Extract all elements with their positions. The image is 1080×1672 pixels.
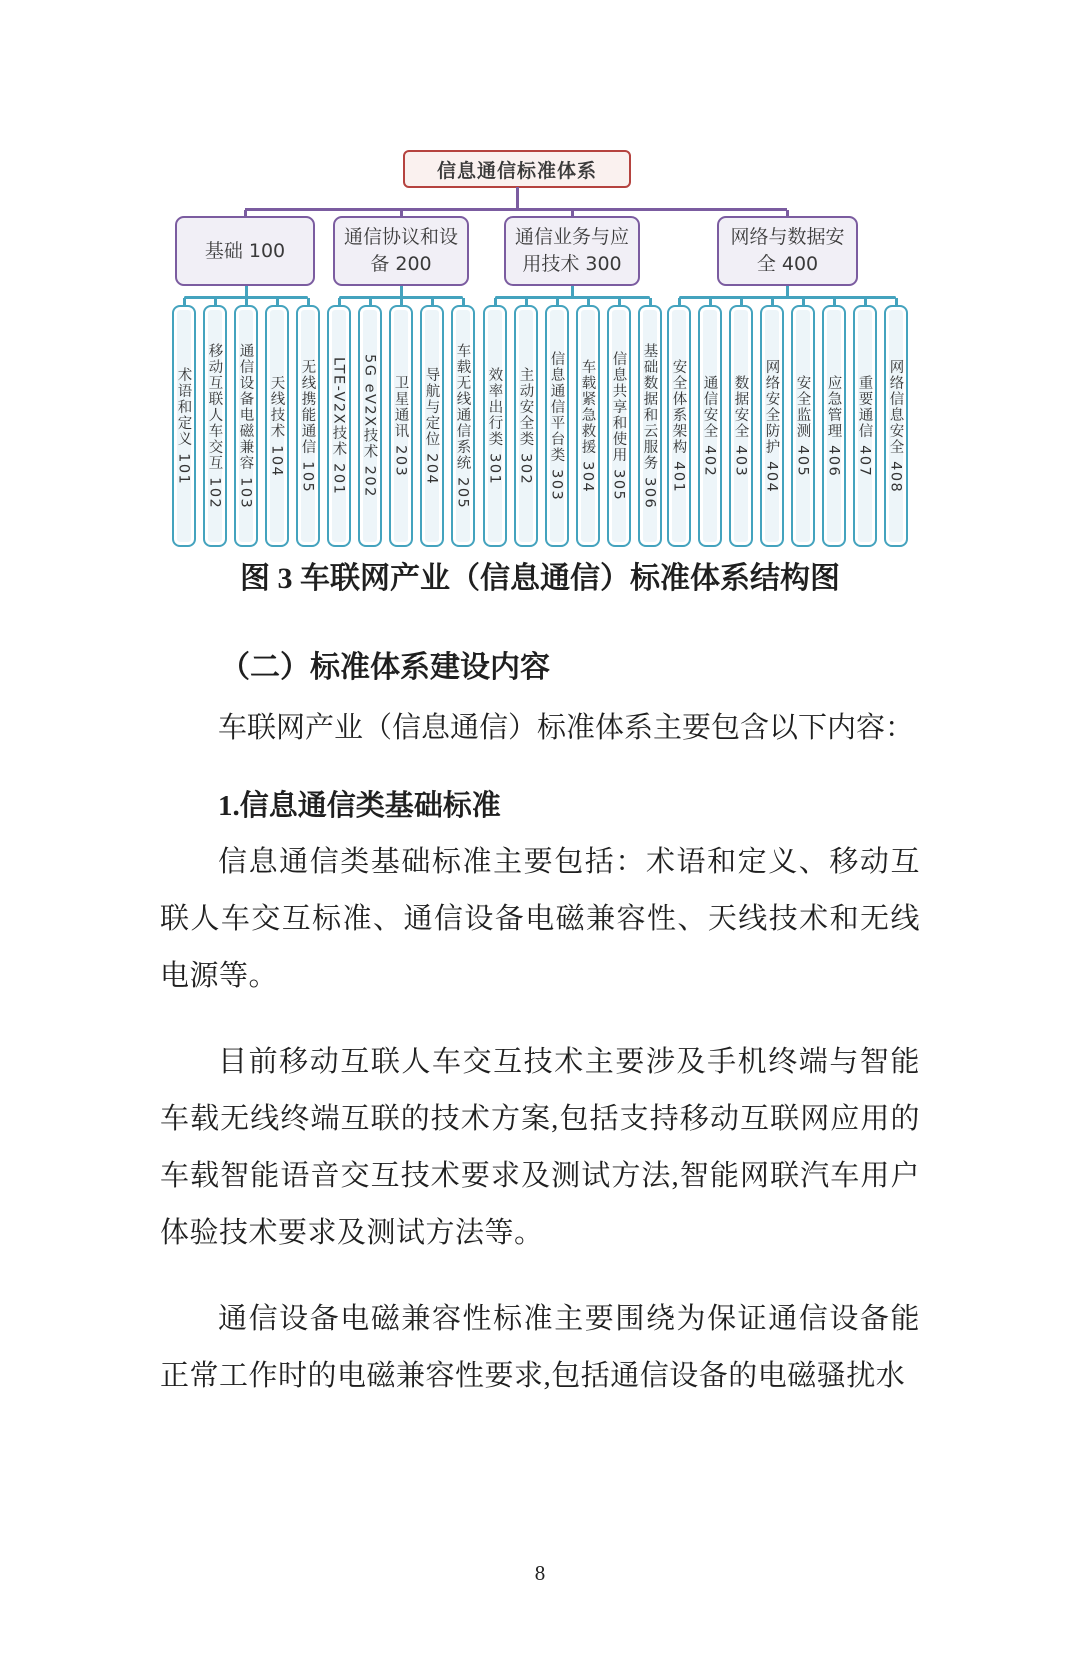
- leaf-stem: [895, 298, 898, 305]
- leaf-box-306: [638, 298, 662, 547]
- leaf-box-301: [483, 298, 507, 547]
- leaf-label-301: 效率出行类 301: [483, 305, 507, 547]
- leaf-label-402: 通信安全 402: [698, 305, 722, 547]
- connector-branch3-stem-bottom: [571, 286, 574, 296]
- leaf-stem: [369, 298, 372, 305]
- connector-branch4-stem-bottom: [786, 286, 789, 296]
- leaf-box-203: [389, 298, 413, 547]
- body-paragraph-1: 信息通信类基础标准主要包括：术语和定义、移动互联人车交互标准、通信设备电磁兼容性、天线技术和无线电源等。: [160, 846, 920, 992]
- branch-box-200: [333, 216, 469, 286]
- leaf-label-103: 通信设备电磁兼容 103: [234, 305, 258, 547]
- leaf-label-205: 车载无线通信系统 205: [451, 305, 475, 547]
- subsection-heading: 1.信息通信类基础标准: [218, 790, 501, 822]
- intro-paragraph: 车联网产业（信息通信）标准体系主要包含以下内容：: [218, 712, 915, 744]
- connector-branch-hline: [245, 208, 787, 211]
- connector-branch2-stem-bottom: [400, 286, 403, 296]
- leaf-group-100: [172, 296, 320, 547]
- leaf-box-204: [420, 298, 444, 547]
- leaf-stem: [214, 298, 217, 305]
- leaf-label-304: 车载紧急救援 304: [576, 305, 600, 547]
- leaf-box-202: [358, 298, 382, 547]
- leaf-label-303: 信息通信平台类 303: [545, 305, 569, 547]
- leaf-stem: [338, 298, 341, 305]
- leaf-stem: [183, 298, 186, 305]
- leaf-box-405: [791, 298, 815, 547]
- branch-box-300: [504, 216, 640, 286]
- leaf-stem: [245, 298, 248, 305]
- branch-box-100: [175, 216, 315, 286]
- leaf-label-203: 卫星通讯 203: [389, 305, 413, 547]
- leaf-box-305: [607, 298, 631, 547]
- diagram-root-box: [403, 150, 631, 188]
- leaf-box-101: [172, 298, 196, 547]
- leaf-stem: [556, 298, 559, 305]
- leaf-box-407: [853, 298, 877, 547]
- leaf-label-401: 安全体系架构 401: [667, 305, 691, 547]
- leaf-group-400: [667, 296, 908, 547]
- leaf-stem: [709, 298, 712, 305]
- leaf-label-102: 移动互联人车交互 102: [203, 305, 227, 547]
- leaf-stem: [740, 298, 743, 305]
- leaf-label-407: 重要通信 407: [853, 305, 877, 547]
- body-paragraph-3: 通信设备电磁兼容性标准主要围绕为保证通信设备能正常工作时的电磁兼容性要求,包括通信设备的电磁骚扰水: [160, 1303, 920, 1392]
- leaf-box-403: [729, 298, 753, 547]
- connector-branch1-stem-bottom: [245, 286, 248, 296]
- leaf-label-101: 术语和定义 101: [172, 305, 196, 547]
- figure-caption: 图 3 车联网产业（信息通信）标准体系结构图: [240, 562, 840, 595]
- leaf-stem: [307, 298, 310, 305]
- leaf-label-403: 数据安全 403: [729, 305, 753, 547]
- leaf-box-201: [327, 298, 351, 547]
- leaf-box-303: [545, 298, 569, 547]
- leaf-stem: [462, 298, 465, 305]
- leaf-stem: [771, 298, 774, 305]
- leaf-label-404: 网络安全防护 404: [760, 305, 784, 547]
- branch-label-200: 通信协议和设备 200: [343, 226, 458, 275]
- leaf-stem: [400, 298, 403, 305]
- leaf-box-406: [822, 298, 846, 547]
- leaf-box-105: [296, 298, 320, 547]
- leaf-label-104: 天线技术 104: [265, 305, 289, 547]
- leaf-box-404: [760, 298, 784, 547]
- body-paragraph-2: 目前移动互联人车交互技术主要涉及手机终端与智能车载无线终端互联的技术方案,包括支持移动互联网应用的车载智能语音交互技术要求及测试方法,智能网联汽车用户体验技术要求及测试方法等。: [160, 1046, 920, 1249]
- leaf-stem: [494, 298, 497, 305]
- leaf-label-305: 信息共享和使用 305: [607, 305, 631, 547]
- branch-box-400: [717, 216, 858, 286]
- leaf-label-302: 主动安全类 302: [514, 305, 538, 547]
- leaf-stem: [525, 298, 528, 305]
- leaf-stem: [618, 298, 621, 305]
- diagram-root-label: 信息通信标准体系: [436, 159, 597, 182]
- leaf-box-302: [514, 298, 538, 547]
- connector-group-line-300: [495, 296, 650, 299]
- leaf-box-402: [698, 298, 722, 547]
- standard-system-diagram: [160, 146, 920, 551]
- leaf-stem: [276, 298, 279, 305]
- branch-label-100: 基础 100: [204, 239, 286, 262]
- leaf-group-200: [327, 296, 475, 547]
- leaf-label-406: 应急管理 406: [822, 305, 846, 547]
- connector-group-line-200: [339, 296, 463, 299]
- leaf-stem: [431, 298, 434, 305]
- document-body: [160, 559, 920, 1405]
- leaf-label-408: 网络信息安全 408: [884, 305, 908, 547]
- connector-root-stem: [516, 187, 519, 208]
- leaf-stem: [833, 298, 836, 305]
- leaf-group-300: [483, 296, 662, 547]
- connector-group-line-100: [184, 296, 308, 299]
- leaf-stem: [678, 298, 681, 305]
- leaf-box-103: [234, 298, 258, 547]
- leaf-label-201: LTE-V2X技术 201: [327, 305, 351, 547]
- leaf-box-401: [667, 298, 691, 547]
- leaf-stem: [802, 298, 805, 305]
- leaf-box-205: [451, 298, 475, 547]
- leaf-label-204: 导航与定位 204: [420, 305, 444, 547]
- leaf-box-102: [203, 298, 227, 547]
- leaf-box-304: [576, 298, 600, 547]
- leaf-box-104: [265, 298, 289, 547]
- leaf-label-105: 无线携能通信 105: [296, 305, 320, 547]
- leaf-stem: [587, 298, 590, 305]
- branch-label-400: 网络与数据安全 400: [730, 226, 845, 275]
- leaf-label-405: 安全监测 405: [791, 305, 815, 547]
- page-number: 8: [534, 1561, 546, 1585]
- connector-group-line-400: [679, 296, 896, 299]
- branch-label-300: 通信业务与应用技术 300: [514, 226, 629, 275]
- leaf-box-408: [884, 298, 908, 547]
- leaf-stem: [649, 298, 652, 305]
- leaf-stem: [864, 298, 867, 305]
- leaf-label-306: 基础数据和云服务 306: [638, 305, 662, 547]
- leaf-label-202: 5G eV2X技术 202: [358, 305, 382, 547]
- section-heading: （二）标准体系建设内容: [220, 651, 550, 684]
